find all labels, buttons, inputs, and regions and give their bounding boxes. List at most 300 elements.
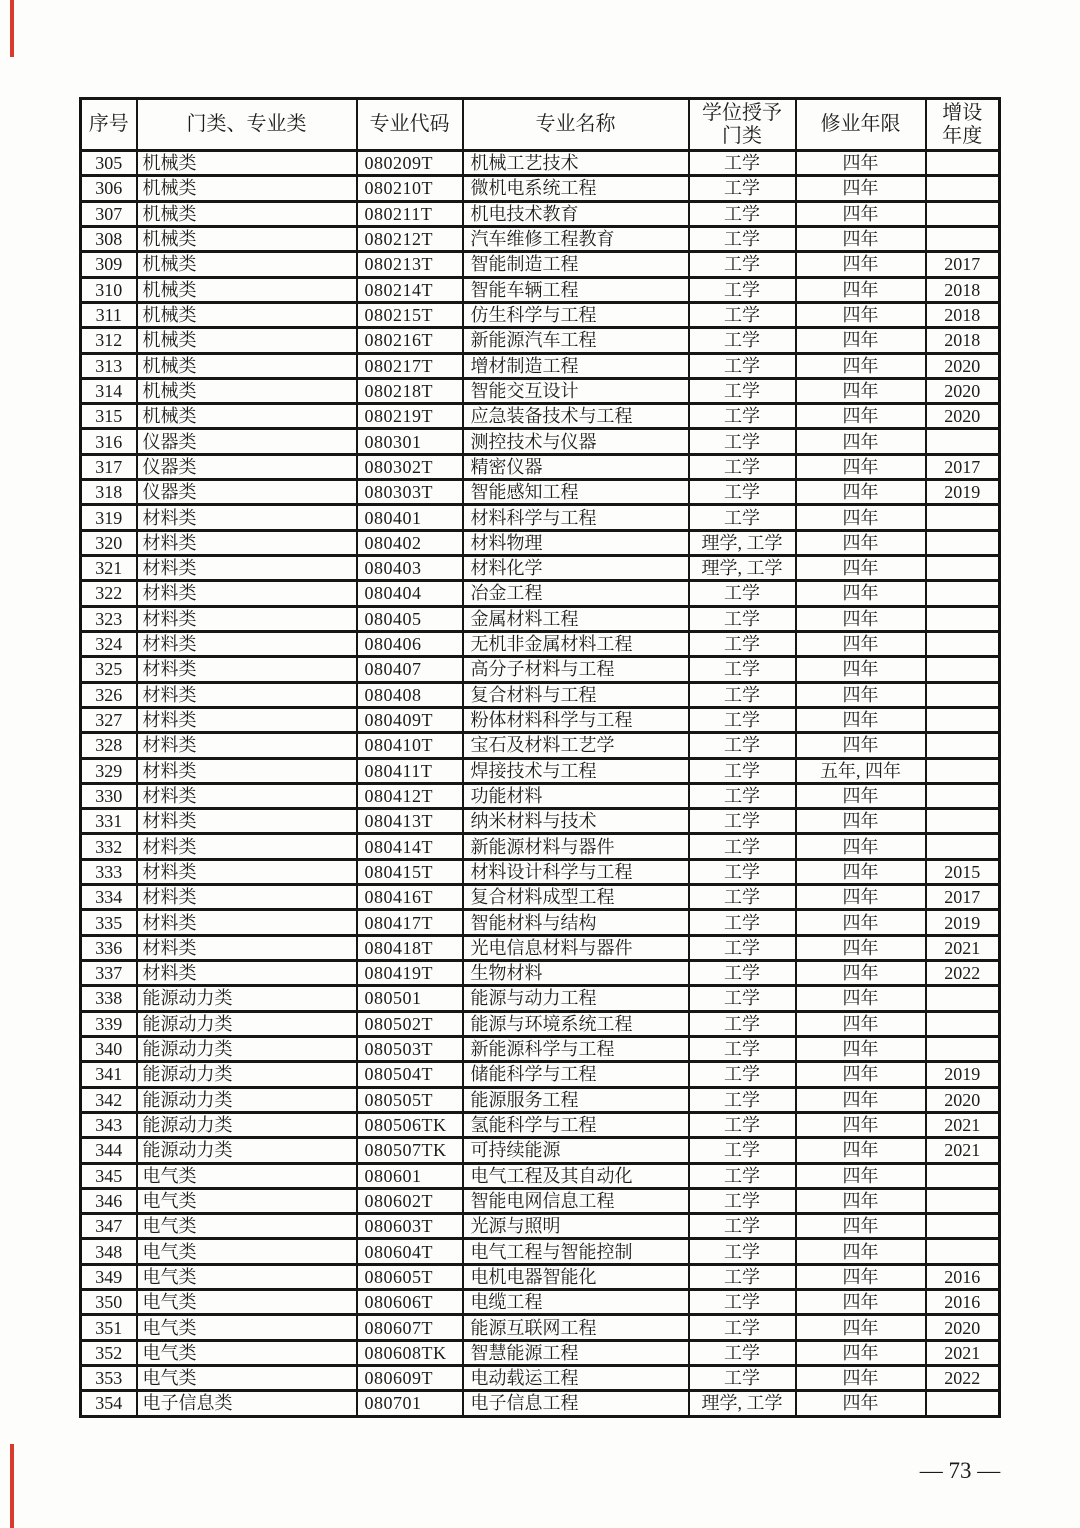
year-added-cell — [926, 733, 1000, 758]
serial-cell: 331 — [81, 809, 137, 834]
table-row — [81, 1366, 1000, 1391]
major-name-cell: 能源互联网工程 — [463, 1315, 689, 1340]
year-added-cell — [926, 707, 1000, 732]
study-duration-cell: 四年 — [796, 353, 926, 378]
column-header-degree-category: 学位授予 门类 — [689, 99, 796, 151]
year-added-cell: 2020 — [926, 1315, 1000, 1340]
table-row — [81, 1138, 1000, 1163]
degree-category-cell: 工学 — [689, 404, 796, 429]
table-row — [81, 834, 1000, 859]
table-row — [81, 910, 1000, 935]
degree-category-cell: 工学 — [689, 682, 796, 707]
major-code-cell: 080413T — [357, 809, 463, 834]
major-name-cell: 焊接技术与工程 — [463, 758, 689, 783]
table-row — [81, 328, 1000, 353]
major-code-cell: 080410T — [357, 733, 463, 758]
majors-table-body — [81, 151, 1000, 1417]
table-row — [81, 1036, 1000, 1061]
table-row — [81, 556, 1000, 581]
year-added-cell: 2019 — [926, 910, 1000, 935]
majors-table-header — [81, 99, 1000, 151]
major-code-cell: 080404 — [357, 581, 463, 606]
category-cell: 材料类 — [137, 505, 357, 530]
major-code-cell: 080215T — [357, 302, 463, 327]
major-code-cell: 080405 — [357, 606, 463, 631]
table-row — [81, 1188, 1000, 1213]
major-code-cell: 080303T — [357, 480, 463, 505]
major-name-cell: 电机电器智能化 — [463, 1264, 689, 1289]
table-row — [81, 1264, 1000, 1289]
serial-cell: 334 — [81, 885, 137, 910]
degree-category-cell: 工学 — [689, 505, 796, 530]
major-name-cell: 储能科学与工程 — [463, 1062, 689, 1087]
degree-category-cell: 工学 — [689, 1011, 796, 1036]
study-duration-cell: 四年 — [796, 1087, 926, 1112]
year-added-cell: 2017 — [926, 252, 1000, 277]
table-row — [81, 252, 1000, 277]
serial-cell: 352 — [81, 1340, 137, 1365]
major-name-cell: 机械工艺技术 — [463, 151, 689, 176]
major-code-cell: 080418T — [357, 935, 463, 960]
category-cell: 机械类 — [137, 201, 357, 226]
year-added-cell: 2017 — [926, 885, 1000, 910]
degree-category-cell: 工学 — [689, 226, 796, 251]
category-cell: 材料类 — [137, 809, 357, 834]
table-row — [81, 682, 1000, 707]
table-row — [81, 226, 1000, 251]
degree-category-cell: 理学, 工学 — [689, 1391, 796, 1416]
study-duration-cell: 四年 — [796, 151, 926, 176]
major-code-cell: 080701 — [357, 1391, 463, 1416]
column-header-major-code: 专业代码 — [357, 99, 463, 151]
serial-cell: 318 — [81, 480, 137, 505]
serial-cell: 320 — [81, 530, 137, 555]
study-duration-cell: 四年 — [796, 1391, 926, 1416]
degree-category-cell: 工学 — [689, 1112, 796, 1137]
major-code-cell: 080414T — [357, 834, 463, 859]
column-header-year-added: 增设 年度 — [926, 99, 1000, 151]
serial-cell: 339 — [81, 1011, 137, 1036]
degree-category-cell: 工学 — [689, 1315, 796, 1340]
table-row — [81, 935, 1000, 960]
study-duration-cell: 四年 — [796, 682, 926, 707]
study-duration-cell: 四年 — [796, 302, 926, 327]
year-added-cell: 2020 — [926, 1087, 1000, 1112]
table-row — [81, 505, 1000, 530]
category-cell: 材料类 — [137, 707, 357, 732]
degree-category-cell: 工学 — [689, 1138, 796, 1163]
category-cell: 材料类 — [137, 682, 357, 707]
serial-cell: 325 — [81, 657, 137, 682]
serial-cell: 337 — [81, 961, 137, 986]
year-added-cell — [926, 1391, 1000, 1416]
degree-category-cell: 工学 — [689, 378, 796, 403]
table-row — [81, 1290, 1000, 1315]
degree-category-cell: 工学 — [689, 631, 796, 656]
study-duration-cell: 四年 — [796, 556, 926, 581]
year-added-cell: 2018 — [926, 328, 1000, 353]
category-cell: 材料类 — [137, 758, 357, 783]
major-code-cell: 080608TK — [357, 1340, 463, 1365]
category-cell: 材料类 — [137, 631, 357, 656]
study-duration-cell: 四年 — [796, 176, 926, 201]
year-added-cell — [926, 986, 1000, 1011]
major-code-cell: 080408 — [357, 682, 463, 707]
serial-cell: 327 — [81, 707, 137, 732]
major-name-cell: 电气工程及其自动化 — [463, 1163, 689, 1188]
degree-category-cell: 工学 — [689, 910, 796, 935]
study-duration-cell: 四年 — [796, 454, 926, 479]
red-edge-mark-bottom — [10, 1444, 14, 1528]
study-duration-cell: 四年 — [796, 657, 926, 682]
study-duration-cell: 四年 — [796, 783, 926, 808]
year-added-cell — [926, 1163, 1000, 1188]
major-code-cell: 080403 — [357, 556, 463, 581]
category-cell: 材料类 — [137, 859, 357, 884]
serial-cell: 322 — [81, 581, 137, 606]
study-duration-cell: 四年 — [796, 1340, 926, 1365]
serial-cell: 319 — [81, 505, 137, 530]
category-cell: 电气类 — [137, 1163, 357, 1188]
column-header-category: 门类、专业类 — [137, 99, 357, 151]
category-cell: 电气类 — [137, 1315, 357, 1340]
year-added-cell — [926, 1036, 1000, 1061]
table-row — [81, 1163, 1000, 1188]
degree-category-cell: 工学 — [689, 1214, 796, 1239]
major-code-cell: 080216T — [357, 328, 463, 353]
category-cell: 材料类 — [137, 581, 357, 606]
degree-category-cell: 工学 — [689, 277, 796, 302]
major-code-cell: 080210T — [357, 176, 463, 201]
degree-category-cell: 工学 — [689, 859, 796, 884]
major-name-cell: 复合材料与工程 — [463, 682, 689, 707]
major-name-cell: 应急装备技术与工程 — [463, 404, 689, 429]
table-row — [81, 631, 1000, 656]
study-duration-cell: 四年 — [796, 581, 926, 606]
degree-category-cell: 工学 — [689, 454, 796, 479]
major-name-cell: 微机电系统工程 — [463, 176, 689, 201]
major-name-cell: 智能材料与结构 — [463, 910, 689, 935]
study-duration-cell: 四年 — [796, 910, 926, 935]
degree-category-cell: 工学 — [689, 176, 796, 201]
category-cell: 材料类 — [137, 530, 357, 555]
major-name-cell: 智能电网信息工程 — [463, 1188, 689, 1213]
major-code-cell: 080607T — [357, 1315, 463, 1340]
degree-category-cell: 理学, 工学 — [689, 530, 796, 555]
degree-category-cell: 工学 — [689, 1239, 796, 1264]
majors-table — [79, 97, 1001, 1418]
year-added-cell — [926, 809, 1000, 834]
degree-category-cell: 工学 — [689, 986, 796, 1011]
study-duration-cell: 四年 — [796, 1239, 926, 1264]
category-cell: 电气类 — [137, 1290, 357, 1315]
major-code-cell: 080604T — [357, 1239, 463, 1264]
category-cell: 仪器类 — [137, 454, 357, 479]
degree-category-cell: 工学 — [689, 302, 796, 327]
year-added-cell: 2016 — [926, 1290, 1000, 1315]
serial-cell: 338 — [81, 986, 137, 1011]
major-code-cell: 080504T — [357, 1062, 463, 1087]
table-row — [81, 809, 1000, 834]
category-cell: 电气类 — [137, 1366, 357, 1391]
study-duration-cell: 四年 — [796, 1112, 926, 1137]
serial-cell: 324 — [81, 631, 137, 656]
year-added-cell: 2021 — [926, 935, 1000, 960]
major-code-cell: 080409T — [357, 707, 463, 732]
study-duration-cell: 四年 — [796, 1011, 926, 1036]
degree-category-cell: 工学 — [689, 606, 796, 631]
degree-category-cell: 工学 — [689, 657, 796, 682]
category-cell: 机械类 — [137, 353, 357, 378]
table-row — [81, 429, 1000, 454]
table-row — [81, 1239, 1000, 1264]
serial-cell: 342 — [81, 1087, 137, 1112]
major-name-cell: 能源与环境系统工程 — [463, 1011, 689, 1036]
major-name-cell: 材料化学 — [463, 556, 689, 581]
major-code-cell: 080416T — [357, 885, 463, 910]
table-row — [81, 581, 1000, 606]
table-row — [81, 733, 1000, 758]
category-cell: 材料类 — [137, 657, 357, 682]
category-cell: 材料类 — [137, 733, 357, 758]
study-duration-cell: 四年 — [796, 378, 926, 403]
degree-category-cell: 工学 — [689, 581, 796, 606]
major-name-cell: 无机非金属材料工程 — [463, 631, 689, 656]
serial-cell: 333 — [81, 859, 137, 884]
category-cell: 电气类 — [137, 1214, 357, 1239]
year-added-cell — [926, 505, 1000, 530]
year-added-cell: 2018 — [926, 302, 1000, 327]
table-row — [81, 1062, 1000, 1087]
table-row — [81, 1087, 1000, 1112]
serial-cell: 340 — [81, 1036, 137, 1061]
study-duration-cell: 四年 — [796, 201, 926, 226]
year-added-cell: 2022 — [926, 961, 1000, 986]
study-duration-cell: 四年 — [796, 859, 926, 884]
degree-category-cell: 工学 — [689, 1188, 796, 1213]
major-name-cell: 智能制造工程 — [463, 252, 689, 277]
study-duration-cell: 四年 — [796, 1062, 926, 1087]
serial-cell: 328 — [81, 733, 137, 758]
year-added-cell: 2015 — [926, 859, 1000, 884]
table-row — [81, 961, 1000, 986]
serial-cell: 312 — [81, 328, 137, 353]
serial-cell: 350 — [81, 1290, 137, 1315]
table-row — [81, 151, 1000, 176]
major-code-cell: 080606T — [357, 1290, 463, 1315]
major-code-cell: 080503T — [357, 1036, 463, 1061]
major-name-cell: 高分子材料与工程 — [463, 657, 689, 682]
major-name-cell: 生物材料 — [463, 961, 689, 986]
table-row — [81, 302, 1000, 327]
category-cell: 机械类 — [137, 302, 357, 327]
table-row — [81, 707, 1000, 732]
table-row — [81, 201, 1000, 226]
serial-cell: 321 — [81, 556, 137, 581]
major-code-cell: 080212T — [357, 226, 463, 251]
degree-category-cell: 工学 — [689, 353, 796, 378]
category-cell: 仪器类 — [137, 429, 357, 454]
degree-category-cell: 工学 — [689, 201, 796, 226]
study-duration-cell: 四年 — [796, 1163, 926, 1188]
major-name-cell: 智能感知工程 — [463, 480, 689, 505]
year-added-cell — [926, 1011, 1000, 1036]
degree-category-cell: 工学 — [689, 733, 796, 758]
study-duration-cell: 四年 — [796, 606, 926, 631]
serial-cell: 315 — [81, 404, 137, 429]
page-number: — 73 — — [919, 1458, 1001, 1483]
year-added-cell — [926, 151, 1000, 176]
degree-category-cell: 工学 — [689, 1290, 796, 1315]
year-added-cell: 2020 — [926, 378, 1000, 403]
major-name-cell: 增材制造工程 — [463, 353, 689, 378]
degree-category-cell: 工学 — [689, 783, 796, 808]
major-code-cell: 080411T — [357, 758, 463, 783]
table-row — [81, 530, 1000, 555]
major-name-cell: 汽车维修工程教育 — [463, 226, 689, 251]
major-name-cell: 电动载运工程 — [463, 1366, 689, 1391]
study-duration-cell: 四年 — [796, 252, 926, 277]
degree-category-cell: 工学 — [689, 480, 796, 505]
year-added-cell — [926, 201, 1000, 226]
year-added-cell — [926, 606, 1000, 631]
year-added-cell: 2017 — [926, 454, 1000, 479]
study-duration-cell: 四年 — [796, 429, 926, 454]
category-cell: 材料类 — [137, 556, 357, 581]
serial-cell: 330 — [81, 783, 137, 808]
study-duration-cell: 四年 — [796, 480, 926, 505]
degree-category-cell: 工学 — [689, 252, 796, 277]
serial-cell: 313 — [81, 353, 137, 378]
category-cell: 机械类 — [137, 328, 357, 353]
major-name-cell: 复合材料成型工程 — [463, 885, 689, 910]
year-added-cell — [926, 1188, 1000, 1213]
table-row — [81, 606, 1000, 631]
table-row — [81, 176, 1000, 201]
category-cell: 材料类 — [137, 961, 357, 986]
study-duration-cell: 四年 — [796, 733, 926, 758]
study-duration-cell: 四年 — [796, 707, 926, 732]
study-duration-cell: 四年 — [796, 1214, 926, 1239]
year-added-cell — [926, 783, 1000, 808]
study-duration-cell: 四年 — [796, 885, 926, 910]
year-added-cell: 2019 — [926, 480, 1000, 505]
year-added-cell: 2021 — [926, 1340, 1000, 1365]
degree-category-cell: 工学 — [689, 1340, 796, 1365]
degree-category-cell: 工学 — [689, 935, 796, 960]
major-code-cell: 080214T — [357, 277, 463, 302]
major-name-cell: 智能车辆工程 — [463, 277, 689, 302]
year-added-cell — [926, 556, 1000, 581]
major-name-cell: 电子信息工程 — [463, 1391, 689, 1416]
degree-category-cell: 工学 — [689, 758, 796, 783]
year-added-cell — [926, 631, 1000, 656]
major-code-cell: 080603T — [357, 1214, 463, 1239]
year-added-cell — [926, 657, 1000, 682]
major-code-cell: 080412T — [357, 783, 463, 808]
category-cell: 电气类 — [137, 1264, 357, 1289]
year-added-cell — [926, 530, 1000, 555]
category-cell: 机械类 — [137, 404, 357, 429]
major-name-cell: 智慧能源工程 — [463, 1340, 689, 1365]
category-cell: 机械类 — [137, 378, 357, 403]
degree-category-cell: 工学 — [689, 1163, 796, 1188]
study-duration-cell: 四年 — [796, 530, 926, 555]
major-code-cell: 080406 — [357, 631, 463, 656]
major-name-cell: 机电技术教育 — [463, 201, 689, 226]
study-duration-cell: 四年 — [796, 631, 926, 656]
year-added-cell: 2022 — [926, 1366, 1000, 1391]
degree-category-cell: 工学 — [689, 961, 796, 986]
major-code-cell: 080502T — [357, 1011, 463, 1036]
major-code-cell: 080417T — [357, 910, 463, 935]
study-duration-cell: 四年 — [796, 986, 926, 1011]
major-name-cell: 新能源材料与器件 — [463, 834, 689, 859]
major-code-cell: 080302T — [357, 454, 463, 479]
degree-category-cell: 工学 — [689, 151, 796, 176]
serial-cell: 306 — [81, 176, 137, 201]
major-name-cell: 智能交互设计 — [463, 378, 689, 403]
major-code-cell: 080402 — [357, 530, 463, 555]
major-code-cell: 080218T — [357, 378, 463, 403]
study-duration-cell: 四年 — [796, 1366, 926, 1391]
major-code-cell: 080211T — [357, 201, 463, 226]
year-added-cell: 2019 — [926, 1062, 1000, 1087]
category-cell: 机械类 — [137, 226, 357, 251]
category-cell: 能源动力类 — [137, 1138, 357, 1163]
table-row — [81, 378, 1000, 403]
year-added-cell: 2016 — [926, 1264, 1000, 1289]
degree-category-cell: 工学 — [689, 707, 796, 732]
study-duration-cell: 四年 — [796, 809, 926, 834]
study-duration-cell: 四年 — [796, 404, 926, 429]
serial-cell: 353 — [81, 1366, 137, 1391]
column-header-major-name: 专业名称 — [463, 99, 689, 151]
study-duration-cell: 四年 — [796, 226, 926, 251]
major-code-cell: 080407 — [357, 657, 463, 682]
major-name-cell: 能源服务工程 — [463, 1087, 689, 1112]
major-code-cell: 080415T — [357, 859, 463, 884]
serial-cell: 354 — [81, 1391, 137, 1416]
major-name-cell: 材料设计科学与工程 — [463, 859, 689, 884]
serial-cell: 341 — [81, 1062, 137, 1087]
major-name-cell: 仿生科学与工程 — [463, 302, 689, 327]
study-duration-cell: 四年 — [796, 1264, 926, 1289]
serial-cell: 335 — [81, 910, 137, 935]
major-name-cell: 可持续能源 — [463, 1138, 689, 1163]
table-row — [81, 657, 1000, 682]
study-duration-cell: 四年 — [796, 1188, 926, 1213]
major-code-cell: 080602T — [357, 1188, 463, 1213]
degree-category-cell: 工学 — [689, 1366, 796, 1391]
table-row — [81, 454, 1000, 479]
major-name-cell: 电气工程与智能控制 — [463, 1239, 689, 1264]
table-row — [81, 353, 1000, 378]
category-cell: 机械类 — [137, 277, 357, 302]
serial-cell: 308 — [81, 226, 137, 251]
study-duration-cell: 四年 — [796, 328, 926, 353]
year-added-cell — [926, 834, 1000, 859]
study-duration-cell: 四年 — [796, 505, 926, 530]
major-name-cell: 精密仪器 — [463, 454, 689, 479]
major-code-cell: 080501 — [357, 986, 463, 1011]
study-duration-cell: 四年 — [796, 961, 926, 986]
category-cell: 材料类 — [137, 935, 357, 960]
red-edge-mark-top — [10, 0, 14, 57]
serial-cell: 336 — [81, 935, 137, 960]
table-row — [81, 480, 1000, 505]
table-row — [81, 1315, 1000, 1340]
